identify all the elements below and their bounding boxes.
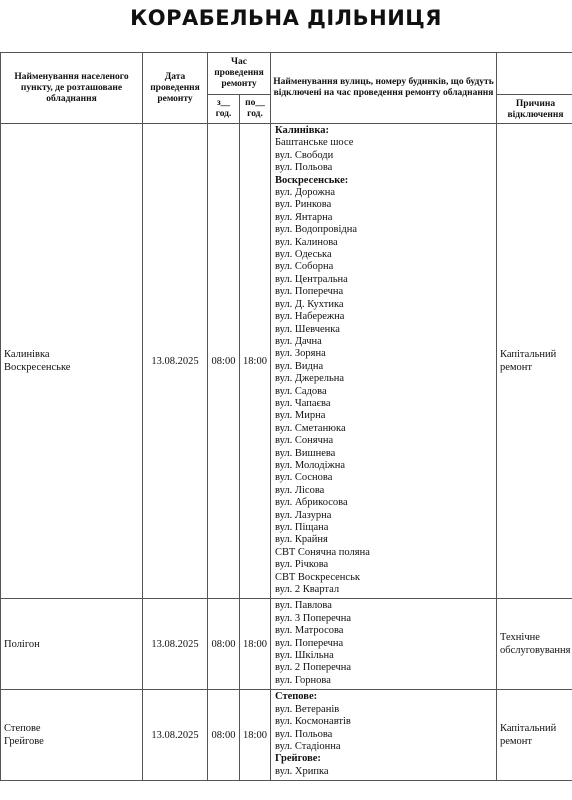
settlement-subheading: Калинівка: (275, 125, 330, 136)
street-item: вул. Шевченка (275, 323, 340, 335)
street-item: вул. Сметанюка (275, 422, 346, 434)
settlement-cell (1, 690, 143, 781)
street-item: вул. Крайня (275, 534, 328, 546)
street-item: вул. Лісова (275, 484, 325, 496)
street-item: вул. Одеська (275, 249, 332, 261)
street-item: вул. Садова (275, 385, 327, 397)
street-item: вул. 2 Поперечна (275, 662, 352, 674)
street-item: вул. Соснова (275, 472, 333, 484)
street-item: вул. Польова (275, 162, 333, 174)
street-item: вул. Лазурна (275, 509, 332, 521)
settlement-cell (1, 124, 143, 599)
streets-cell (271, 599, 497, 690)
header-from: з__ год. (208, 95, 240, 124)
date-cell: 13.08.2025 (143, 124, 208, 599)
street-item: вул. Мирна (275, 410, 326, 422)
street-item: вул. Піщана (275, 522, 329, 533)
street-item: вул. Калинова (275, 236, 338, 248)
street-item: вул. Центральна (275, 273, 348, 285)
reason-cell-line: ремонт (500, 736, 533, 748)
street-item: вул. Річкова (275, 559, 329, 571)
street-item: вул. Джерельна (275, 373, 345, 385)
settlement-cell-line: Калинівка (4, 349, 50, 361)
street-item: вул. Абрикосова (275, 497, 348, 509)
settlement-subheading: Степове: (275, 691, 318, 703)
reason-cell-line: Капітальний (500, 349, 557, 361)
street-item: вул. Вишнева (275, 447, 336, 459)
street-item: вул. Д. Кухтика (275, 298, 344, 310)
street-item: вул. Видна (275, 360, 324, 372)
street-item: вул. Зоряна (275, 348, 326, 360)
settlement-subheading: Воскресенське: (275, 174, 349, 186)
reason-cell-line: Технічне (500, 632, 540, 644)
time-from-cell: 08:00 (208, 124, 240, 599)
street-item: вул. Молодіжна (275, 459, 346, 471)
reason-cell (497, 599, 572, 690)
street-item: вул. 2 Квартал (275, 584, 340, 596)
schedule-table-frame (0, 52, 572, 800)
street-item: вул. Космонавтів (275, 716, 351, 728)
outage-schedule-table (0, 52, 572, 781)
time-from-cell: 08:00 (208, 690, 240, 781)
header-streets: Найменування вулиць, номеру будинків, що будуть відключені на час проведення ремонту обладнання (271, 53, 497, 124)
reason-cell-line: Капітальний (500, 723, 557, 735)
street-item: вул. Хрипка (275, 765, 329, 777)
street-item: вул. Шкільна (275, 650, 334, 662)
time-to-cell: 18:00 (240, 690, 271, 781)
street-item: вул. Дачна (275, 335, 322, 347)
settlement-cell (1, 599, 143, 690)
street-item: вул. Матросова (275, 625, 344, 637)
date-cell: 13.08.2025 (143, 690, 208, 781)
settlement-cell-line: Воскресенське (4, 362, 71, 374)
settlement-subheading: Грейгове: (275, 753, 321, 765)
street-item: вул. Чапаєва (275, 397, 331, 409)
header-settlement: Найменування населеного пункту, де розташоване обладнання (1, 53, 143, 124)
time-from-cell: 08:00 (208, 599, 240, 690)
settlement-cell-line: Степове (4, 723, 41, 735)
time-to-cell: 18:00 (240, 124, 271, 599)
street-item: СВТ Воскресенськ (275, 571, 360, 583)
table-row (1, 124, 572, 599)
street-item: вул. Ринкова (275, 199, 332, 211)
street-item: вул. Сонячна (275, 435, 334, 447)
street-item: вул. Ветеранів (275, 703, 340, 715)
settlement-cell-line: Грейгове (4, 736, 44, 748)
reason-cell (497, 690, 572, 781)
street-item: вул. Павлова (275, 600, 332, 612)
reason-cell-line: ремонт (500, 362, 533, 374)
header-to: по__ год. (240, 95, 271, 124)
street-item: вул. Поперечна (275, 637, 344, 649)
page-title: КОРАБЕЛЬНА ДІЛЬНИЦЯ (130, 6, 442, 30)
street-item: вул. Водопровідна (275, 224, 358, 236)
header-reason-spacer (497, 53, 572, 95)
street-item: вул. Соборна (275, 261, 334, 273)
header-date: Дата проведення ремонту (143, 53, 208, 124)
reason-cell (497, 124, 572, 599)
street-item: вул. Янтарна (275, 211, 333, 223)
time-to-cell: 18:00 (240, 599, 271, 690)
settlement-cell-line: Полігон (4, 638, 40, 650)
header-reason: Причина відключення (497, 95, 572, 124)
table-row (1, 690, 572, 781)
street-item: вул. Набережна (275, 311, 345, 323)
street-item: вул. 3 Поперечна (275, 612, 352, 624)
streets-cell (271, 124, 497, 599)
table-row (1, 599, 572, 690)
date-cell: 13.08.2025 (143, 599, 208, 690)
street-item: СВТ Сонячна поляна (275, 546, 370, 558)
street-item: вул. Свободи (275, 149, 334, 161)
header-time: Час проведення ремонту (208, 53, 271, 95)
streets-cell (271, 690, 497, 781)
street-item: вул. Стадіонна (275, 740, 341, 752)
street-item: вул. Польова (275, 728, 333, 740)
reason-cell-line: обслуговування (500, 645, 571, 657)
street-item: вул. Горнова (275, 674, 331, 686)
street-item: Баштанське шосе (275, 137, 354, 149)
street-item: вул. Дорожна (275, 187, 336, 199)
street-item: вул. Поперечна (275, 286, 344, 298)
